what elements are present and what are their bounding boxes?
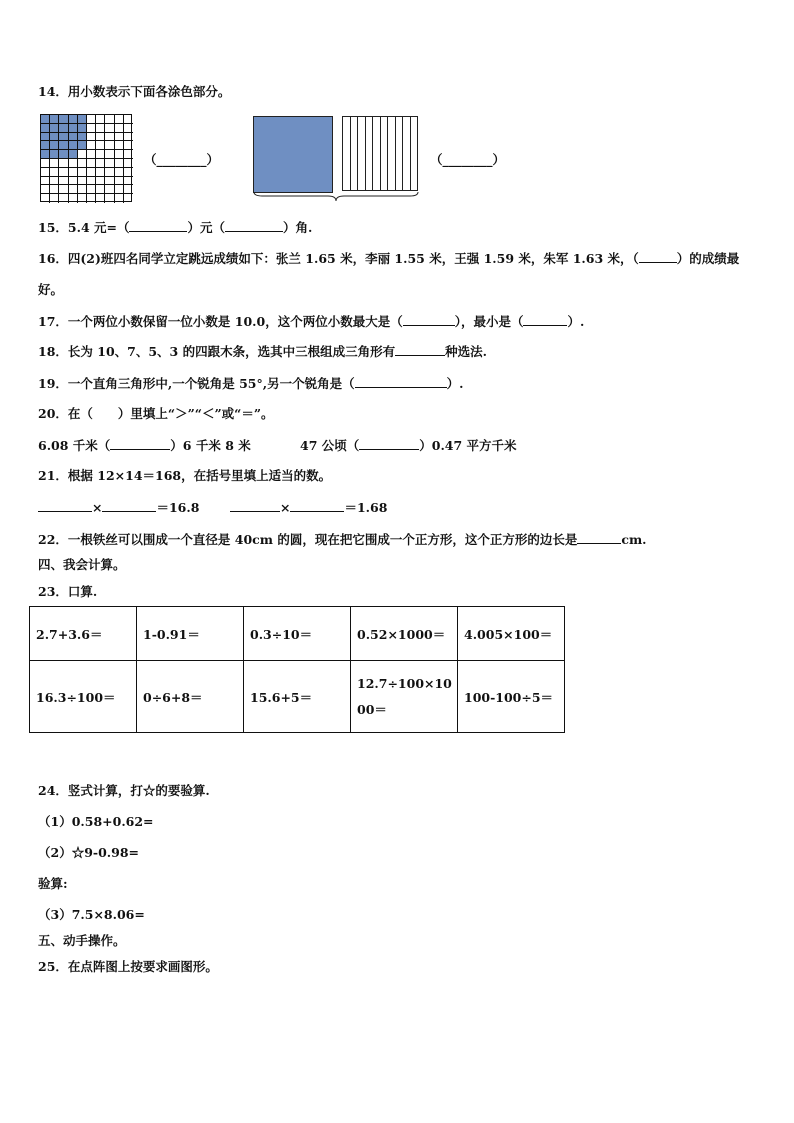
grid-cell <box>50 141 59 150</box>
q21-eq1-result: ＝16.8 <box>156 500 200 515</box>
hundred-grid-figure <box>40 114 132 202</box>
brace-figure <box>252 190 420 202</box>
q21-text: 21．根据 12×14＝168，在括号里填上适当的数。 <box>38 468 332 483</box>
grid-cell <box>124 159 133 168</box>
grid-cell <box>105 177 114 186</box>
grid-cell <box>105 133 114 142</box>
q16-blank[interactable] <box>639 250 677 263</box>
strip <box>343 117 351 190</box>
grid-cell <box>96 141 105 150</box>
grid-cell <box>96 115 105 124</box>
q21-eq1-times: × <box>92 500 103 515</box>
q20-item-2-b: ）0.47 平方千米 <box>419 438 517 453</box>
q15-number: 15． <box>38 220 68 235</box>
grid-cell <box>87 159 96 168</box>
grid-cell <box>69 124 78 133</box>
q21-eq2-result: ＝1.68 <box>344 500 388 515</box>
grid-cell <box>50 124 59 133</box>
section-4-heading: 四、我会计算。 <box>38 557 126 572</box>
table-cell[interactable]: 4.005×100＝ <box>458 607 565 661</box>
shaded-square-figure <box>253 116 333 193</box>
q15-part-c: ）角. <box>283 220 313 235</box>
table-row <box>30 661 565 733</box>
q19-blank[interactable] <box>355 375 447 388</box>
grid-cell <box>115 159 124 168</box>
grid-cell <box>115 194 124 203</box>
grid-cell <box>50 194 59 203</box>
grid-cell <box>87 124 96 133</box>
q21-eq2-blank-2[interactable] <box>290 499 344 512</box>
q20-item-1-a: 6.08 千米（ <box>38 438 111 453</box>
q15-blank-1[interactable] <box>129 219 187 232</box>
grid-cell <box>41 150 50 159</box>
grid-cell <box>78 177 87 186</box>
grid-cell <box>41 141 50 150</box>
grid-cell <box>87 177 96 186</box>
q17-blank-1[interactable] <box>403 313 455 326</box>
q19-text-b: ）. <box>446 376 464 391</box>
grid-cell <box>41 159 50 168</box>
grid-cell <box>78 133 87 142</box>
strip <box>396 117 404 190</box>
grid-cell <box>69 150 78 159</box>
table-cell[interactable] <box>351 661 458 733</box>
grid-cell <box>69 115 78 124</box>
q20-item-1-b: ）6 千米 8 米 <box>170 438 251 453</box>
table-cell[interactable]: 100-100÷5＝ <box>458 661 565 733</box>
q17-text-c: ）. <box>567 314 585 329</box>
strip <box>388 117 396 190</box>
q21-eq-2 <box>230 499 387 516</box>
q24-title: 24．竖式计算，打☆的要验算. <box>38 783 210 798</box>
q24-problem-2: （2）☆9-0.98= <box>38 845 140 860</box>
grid-cell <box>59 168 68 177</box>
grid-cell <box>115 185 124 194</box>
table-cell[interactable]: 16.3÷100＝ <box>30 661 137 733</box>
grid-cell <box>96 150 105 159</box>
grid-cell <box>105 185 114 194</box>
grid-cell <box>124 133 133 142</box>
mental-math-table <box>29 606 565 733</box>
grid-cell <box>41 194 50 203</box>
grid-cell <box>50 159 59 168</box>
q17-text-a: 17．一个两位小数保留一位小数是 10.0，这个两位小数最大是（ <box>38 314 403 329</box>
strip <box>366 117 374 190</box>
q20-text: 20．在（ ）里填上“＞”“＜”或“＝”。 <box>38 406 274 421</box>
q18-line <box>38 343 487 360</box>
grid-cell <box>78 194 87 203</box>
grid-cell <box>96 124 105 133</box>
table-cell-text: 12.7÷100×1000＝ <box>357 675 452 717</box>
table-cell[interactable]: 0.52×1000＝ <box>351 607 458 661</box>
grid-cell <box>59 159 68 168</box>
grid-cell <box>59 194 68 203</box>
grid-cell <box>87 168 96 177</box>
q17-blank-2[interactable] <box>523 313 567 326</box>
grid-cell <box>78 124 87 133</box>
grid-cell <box>96 194 105 203</box>
grid-cell <box>105 141 114 150</box>
strip <box>411 117 418 190</box>
table-cell[interactable]: 0.3÷10＝ <box>244 607 351 661</box>
grid-cell <box>78 150 87 159</box>
q17-text-b: ），最小是（ <box>454 314 524 329</box>
grid-cell <box>96 133 105 142</box>
grid-cell <box>124 115 133 124</box>
q20-item-2 <box>300 437 517 454</box>
q14-answer-blank-2[interactable]: （________） <box>430 152 506 167</box>
grid-cell <box>41 115 50 124</box>
grid-cell <box>105 194 114 203</box>
q22-blank[interactable] <box>577 531 621 544</box>
grid-cell <box>69 185 78 194</box>
grid-cell <box>105 168 114 177</box>
section-5-heading: 五、动手操作。 <box>38 933 126 948</box>
table-cell[interactable]: 15.6+5＝ <box>244 661 351 733</box>
grid-cell <box>41 177 50 186</box>
grid-cell <box>124 141 133 150</box>
q16-line-2: 好。 <box>38 282 64 297</box>
q23-title: 23．口算. <box>38 584 98 599</box>
grid-cell <box>78 185 87 194</box>
q21-eq1-blank-2[interactable] <box>102 499 156 512</box>
grid-cell <box>59 124 68 133</box>
grid-cell <box>124 177 133 186</box>
q16-text-a: 16．四(2)班四名同学立定跳远成绩如下：张兰 1.65 米，李丽 1.55 米，王强 1.59 米，朱军 1.63 米，（ <box>38 251 639 266</box>
q21-eq-1 <box>38 499 199 516</box>
q14-answer-blank-1[interactable]: （________） <box>144 152 220 167</box>
grid-cell <box>96 168 105 177</box>
grid-cell <box>41 133 50 142</box>
grid-cell <box>69 159 78 168</box>
grid-cell <box>78 168 87 177</box>
grid-cell <box>78 141 87 150</box>
grid-cell <box>87 115 96 124</box>
q15-line <box>38 219 312 236</box>
q17-line <box>38 313 584 330</box>
grid-cell <box>41 168 50 177</box>
grid-cell <box>50 177 59 186</box>
grid-cell <box>69 177 78 186</box>
table-cell[interactable]: 2.7+3.6＝ <box>30 607 137 661</box>
grid-cell <box>50 185 59 194</box>
strip <box>373 117 381 190</box>
q21-eq1-blank-1[interactable] <box>38 499 92 512</box>
table-cell[interactable]: 1-0.91＝ <box>137 607 244 661</box>
q24-problem-1: （1）0.58+0.62= <box>38 814 154 829</box>
grid-cell <box>59 177 68 186</box>
q22-text-a: 22．一根铁丝可以围成一个直径是 40cm 的圆，现在把它围成一个正方形，这个正方形的边长是 <box>38 532 578 547</box>
strip <box>351 117 359 190</box>
q18-blank[interactable] <box>395 343 445 356</box>
grid-cell <box>59 133 68 142</box>
grid-cell <box>105 159 114 168</box>
q21-eq2-times: × <box>280 500 291 515</box>
q15-part-b: ）元（ <box>187 220 225 235</box>
q20-blank-2[interactable] <box>359 437 419 450</box>
q18-text-b: 种选法. <box>445 344 487 359</box>
grid-cell <box>87 185 96 194</box>
q16-line-1 <box>38 250 739 267</box>
q19-line <box>38 375 463 392</box>
grid-cell <box>105 124 114 133</box>
grid-cell <box>50 150 59 159</box>
grid-cell <box>96 159 105 168</box>
grid-cell <box>69 194 78 203</box>
grid-cell <box>41 185 50 194</box>
q15-blank-2[interactable] <box>225 219 283 232</box>
q21-eq2-blank-1[interactable] <box>230 499 280 512</box>
q18-text-a: 18．长为 10、7、5、3 的四跟木条，选其中三根组成三角形有 <box>38 344 396 359</box>
grid-cell <box>124 168 133 177</box>
q14-text: 14．用小数表示下面各涂色部分。 <box>38 84 231 99</box>
grid-cell <box>50 168 59 177</box>
q20-blank-1[interactable] <box>110 437 170 450</box>
grid-cell <box>115 177 124 186</box>
q20-item-2-a: 47 公顷（ <box>300 438 360 453</box>
grid-cell <box>78 115 87 124</box>
grid-cell <box>96 177 105 186</box>
grid-cell <box>124 194 133 203</box>
q25-text: 25．在点阵图上按要求画图形。 <box>38 959 218 974</box>
grid-cell <box>105 150 114 159</box>
grid-cell <box>87 150 96 159</box>
grid-cell <box>50 115 59 124</box>
grid-cell <box>115 141 124 150</box>
grid-cell <box>59 141 68 150</box>
grid-cell <box>87 194 96 203</box>
strip <box>358 117 366 190</box>
grid-cell <box>124 124 133 133</box>
grid-cell <box>50 133 59 142</box>
grid-cell <box>59 185 68 194</box>
grid-cell <box>59 115 68 124</box>
strip-square-figure <box>342 116 418 191</box>
q15-part-a: 5.4 元=（ <box>67 220 130 235</box>
grid-cell <box>115 133 124 142</box>
grid-cell <box>78 159 87 168</box>
q24-check-label: 验算: <box>38 876 68 891</box>
q19-text-a: 19．一个直角三角形中,一个锐角是 55°,另一个锐角是（ <box>38 376 355 391</box>
q20-item-1 <box>38 437 251 454</box>
strip <box>403 117 411 190</box>
grid-cell <box>59 150 68 159</box>
q16-text-b: ）的成绩最 <box>676 251 740 266</box>
grid-cell <box>124 150 133 159</box>
table-row <box>30 607 565 661</box>
grid-cell <box>96 185 105 194</box>
grid-cell <box>105 115 114 124</box>
grid-cell <box>115 150 124 159</box>
grid-cell <box>69 133 78 142</box>
grid-cell <box>115 115 124 124</box>
grid-cell <box>69 168 78 177</box>
grid-cell <box>115 124 124 133</box>
table-cell[interactable]: 0÷6+8＝ <box>137 661 244 733</box>
grid-cell <box>87 141 96 150</box>
strip <box>381 117 389 190</box>
q22-line <box>38 531 647 548</box>
grid-cell <box>87 133 96 142</box>
grid-cell <box>41 124 50 133</box>
grid-cell <box>124 185 133 194</box>
grid-cell <box>69 141 78 150</box>
q22-text-b: cm. <box>621 532 647 547</box>
q24-problem-3: （3）7.5×8.06= <box>38 907 145 922</box>
grid-cell <box>115 168 124 177</box>
